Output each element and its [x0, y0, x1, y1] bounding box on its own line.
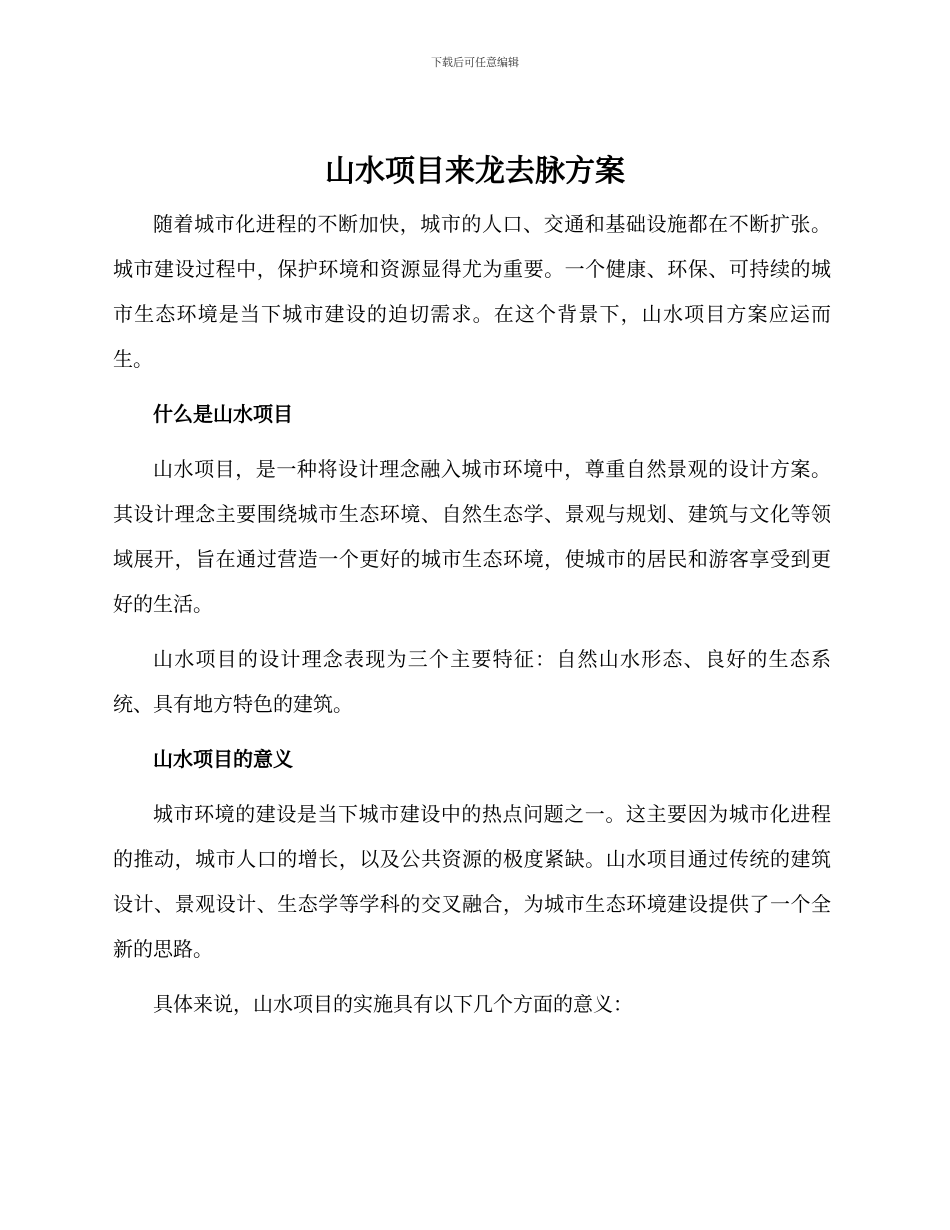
section-heading-significance: 山水项目的意义 [153, 747, 293, 771]
page-header-note: 下载后可任意编辑 [431, 56, 519, 69]
paragraph: 城市环境的建设是当下城市建设中的热点问题之一。这主要因为城市化进程的推动，城市人口的增长，以及公共资源的极度紧缺。山水项目通过传统的建筑设计、景观设计、生态学等学科的交叉融合，为城市生态环境建设提供了一个全新的思路。 [113, 802, 831, 961]
document-body [113, 202, 831, 1037]
paragraph: 山水项目，是一种将设计理念融入城市环境中，尊重自然景观的设计方案。其设计理念主要围绕城市生态环境、自然生态学、景观与规划、建筑与文化等领域展开，旨在通过营造一个更好的城市生态环境，使城市的居民和游客享受到更好的生活。 [113, 457, 831, 616]
intro-paragraph: 随着城市化进程的不断加快，城市的人口、交通和基础设施都在不断扩张。城市建设过程中，保护环境和资源显得尤为重要。一个健康、环保、可持续的城市生态环境是当下城市建设的迫切需求。在这个背景下，山水项目方案应运而生。 [113, 212, 831, 371]
paragraph: 具体来说，山水项目的实施具有以下几个方面的意义： [153, 992, 633, 1016]
paragraph: 山水项目的设计理念表现为三个主要特征：自然山水形态、良好的生态系统、具有地方特色的建筑。 [113, 647, 831, 716]
section-heading-what-is: 什么是山水项目 [153, 402, 293, 426]
document-title: 山水项目来龙去脉方案 [325, 154, 625, 189]
